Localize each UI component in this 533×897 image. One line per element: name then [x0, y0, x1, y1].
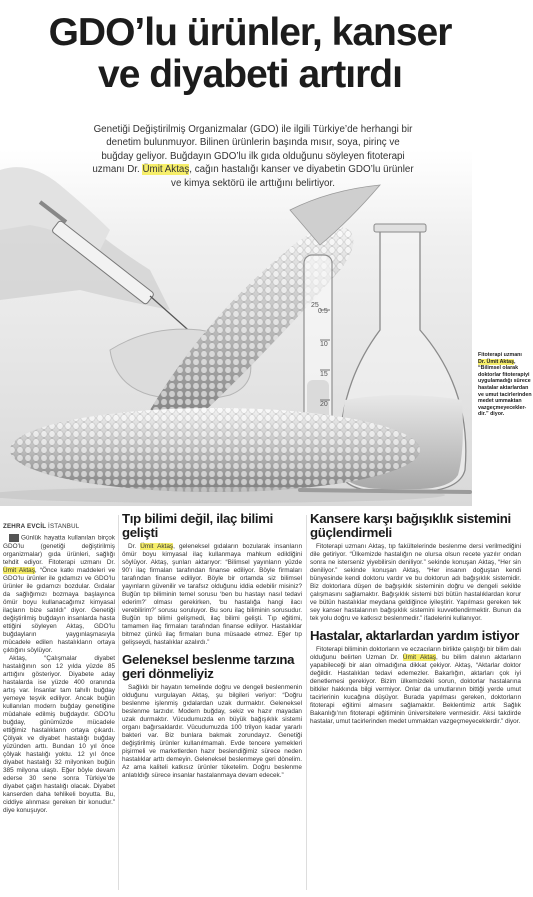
column-divider-1 — [118, 515, 119, 890]
lead-text-2: , cağın hastalığı kanser ve diyabetin GDO’lu ürünler ve kimya sektörü ile arttığını belirtiyor. — [171, 164, 414, 189]
corn-syringe-flask-photo — [0, 150, 472, 506]
col2-p1-text-2: , geleneksel gıdaların bozularak insanların ömür boyu kimyasal ilaç kullanmaya mahkum edildiğini söylüyor. Aktaş, şunları aktarıyor: “Bilimsel yayınların yüzde 90’ı ilaç firmaları tarafından finanse ediliyor. Böyle firmaları tarafından finanse ediliyor. Böyle bir ortamda siz bilimsel yayınların güvenilir ve tarafsız olduğunu iddia edebilir misiniz? Buğün tıp biliminin temel sorusu ‘ben bu hastayı nasıl tedavi ederim?’ olması gerekirken, ‘bu hastalığa hangi ilacı verebilirim?’ sorusu soruluyor. Bu soru ilaç biliminin sorusudur. Buğün tıp bilimi gelişmedi, ilaç bilimi gelişti. Tıp eğitimi, tamamen ilaç firmaları tarafından finanse ediliyor. Hastalıklar bitmez çünkü ilaç firmaları buna müsaade etmez. Eğer tıp gelişseydi, hastalıklar azalırdı.” — [122, 543, 302, 647]
caption-role: Fitoterapi uzmanı — [478, 352, 522, 358]
lead-doctor-name: Ümit Aktaş — [142, 164, 190, 176]
col1-paragraph-2: Aktaş, “Çalışmalar diyabet hastalığının son 12 yılda yüzde 85 arttığını gösteriyor. Diyabete aday hastalarda ise yüzde 400 oranında artış var. İnsanlar tam tahıllı buğday yemeye teşvik ediliyor. Ancak buğün kullanılan modern buğday genetiğine müdahale edilmiş buğdaydır. GDO’lu buğday, günümüzde mücadele ettiğimiz hastalıkların ortaya çıkardı. Çölyak ve diyabet hastalığı buğday yüzünden arttı. Bundan 10 yıl önce çölyak hastalığı yoktu. 12 yıl önce diyabet hastalığı 32 milyonken buğün 385 milyona ulaştı. Eğer böyle devam ederse 30 sene sonra Türkiye’de diyabet çağın hastalığı olacak. Diyabet kanserden daha tehlikeli boyutta. Bu, ciddiye alınması gereken bir konudur.” diye konuşuyor. — [3, 654, 115, 815]
col1-p1-text-1: Günlük hayatta kullanılan birçok GDO’lu (genetiği değiştirilmiş organizmalar) gıda ürünleri, sağlığı tehdit ediyor. Fitoterapi uzmanı Dr. — [3, 534, 115, 566]
subheading-geleneksel-beslenme: Geleneksel beslenme tarzına geri dönmeliyiz — [122, 652, 295, 682]
col3-doctor-name: Ümit Aktaş — [402, 654, 436, 662]
subheading-tip-bilimi: Tıp bilimi değil, ilaç bilimi gelişti — [122, 511, 274, 540]
col3-p2-text-2: , bu bilim dalının aktarların yapabileceği bir alan olmadığına dikkat çekiyor. Aktaş, “Aktarlar doktor değildir. Hastalıkları tedavi edemezler. Bakarlığın, aktarları çok iyi denetlemesi gerekiyor. Bizim ülkemizdeki sorun, doktorlar hastalarına bitkiler hakkında bilgi vermiyor. Onlar da umutlarının bittiği yerde umut tacirlerinin kucağına düşüyor. Burada yapılması gereken, doktorların fitoterapi eğitimi almasını sağlamaktır. Beklentimiz artık Sağlık Bakanlığı’nın fitoterapi eğitiminin üniversitelere vermesidir. Aksi takdirde hastalar, umut tacirlerinden medet ummaktan vazgeçmeyeceklerdir.” diyor. — [310, 654, 522, 726]
caption-text: , “Bilimsel olarak doktorlar fitoterapiyi uygulamadığı sürece hastalar aktarlardan ve umut tacirlerinden medet ummaktan vazgeçmeyecekler- dir.” diyor. — [478, 358, 532, 418]
col2-p1-text-1: Dr. — [128, 543, 141, 550]
tube-label-20: 20 — [320, 401, 328, 408]
col2-doctor-name: Ümit Aktaş — [140, 543, 174, 550]
photo-caption — [478, 352, 532, 418]
col2-paragraph-2: Sağlıklı bir hayatın temelinde doğru ve dengeli beslenmenin olduğunu vurgulayan Aktaş, şu bilgileri veriyor: “Doğru beslenme işlenmiş gıdalardan uzak durmaktır. Geleneksel beslenme tarzıdır. Modern buğday, sekiz ve hazır mayadan uzak durmaktır. Vücudumuzda en büyük bağışıklık sistemi organı bağırsaklardır. Vücudumuzda 100 trilyon kadar yararlı bakteri var. Biz bunlara bakmak zorundayız. Genetiği değiştirilmiş ürünler kullanılmamalı. Evde tencere yemekleri pişirmeli ve marketlerden hazır beslendiğimiz sürece neden hastalıklar arttı demeyin. Geleneksel beslenmeye geri dönelim. Az ama kaliteli katkısız ürünler tüketelim. Doğru beslenme anlatıldığı sürece insanlar hastalanmaya devam edecek.” — [122, 684, 302, 780]
column-divider-2 — [306, 515, 307, 890]
tube-label-15: 15 — [320, 371, 328, 378]
pencil-pipette — [300, 490, 470, 492]
col3-p2-text-1: Fitoterapi biliminin doktorların ve eczacıların birlikte çalıştığı bir bilim dalı olduğunu belirten Uzman Dr. — [310, 646, 521, 662]
tube-label-05: 0.5 — [318, 308, 328, 315]
col3-paragraph-1: Fitoterapi uzmanı Aktaş, tıp fakültelerinde beslenme dersi verilmediğini dile getiriyor. “Ülkemizde hastalığın ne olursa olsun recete yazılır ondan sonra ne isterseniz yiyebilirsin deniliyor.” sekinde konuşan Aktaş, “Her sin deniliyor.” sekinde konuşan Aktaş, “Her insanın doğuştan kendi bünyesinde kendi doktoru vardır ve bu doktorun adı bağışıklık sistemidir. Biz doktorlara düşen de bağışıklık sisteminin doğru ve dengeli sekilde çalışmasını sağlamaktır. Bağışıklık sistemi bizi bütün hastalıklardan korur ve bütün hastalıklar meydana geldiğince iyileştirir. Yapılması gereken tek sey kanser hastalarının bağışıklık sistemini kuvvetlendirmektir. Bunun da tek yolu doğru ve katkısız beslenmedir.” ifadelerini kullanıyor. — [310, 543, 521, 623]
subheading-hastalar-aktarlardan: Hastalar, aktarlardan yardım istiyor — [310, 628, 520, 644]
caption-name: Dr. Ümit Aktaş — [478, 358, 515, 365]
col1-p1-text-2: , “Önce katkı maddeleri ve GDO’lu ürünler ile gıdamızı ve GDO’lu ürünler ile gıdamızı bozdular. Gıdalar da sağlığımızı bozmaya başlayınca ömür boyu kullanacağımız kimyasal ilaçların bize satıldı” diyor. Genetiği değiştirilmiş buğdayın insanlarda hasta ettiğini söyleyen Aktaş, GDO’lu buğdayların yaygınlaşmasıyla mücadele edilen hastalıkların ortaya çıktığını söylüyor. — [3, 566, 115, 654]
lead-paragraph — [92, 123, 414, 190]
article-column-2 — [122, 512, 302, 780]
byline — [3, 523, 115, 531]
article-column-1 — [3, 523, 115, 815]
col1-paragraph-1 — [3, 534, 115, 655]
col1-doctor-name: Ümit Aktaş — [3, 566, 35, 574]
col2-paragraph-1 — [122, 543, 302, 647]
headline — [0, 12, 500, 96]
subheading-kansere-karsi: Kansere karşı bağışıklık sistemini güçlendirmeli — [310, 511, 511, 540]
tube-label-25: 25 — [311, 302, 319, 309]
drop-cap-box — [9, 534, 19, 542]
lead-text-1: Genetiği Değiştirilmiş Organizmalar (GDO) ile ilgili Türkiye’de herhangi bir denetim bulunmuyor. Bilinen ürünlerin başında mısır, soya, pirinç ve buğday geliyor. Buğdayın GDO’lu ilk gıda olduğunu söyleyen fitoterapi uzmanı Dr. — [92, 124, 413, 176]
byline-location: İSTANBUL — [48, 523, 80, 530]
headline-line-1: GDO’lu ürünler, kanser — [48, 11, 452, 54]
headline-line-2: ve diyabeti artırdı — [98, 53, 402, 96]
tube-label-10: 10 — [320, 341, 328, 348]
byline-author: ZEHRA EVCİL — [3, 523, 47, 530]
col3-paragraph-2 — [310, 646, 521, 726]
article-column-3 — [310, 512, 521, 726]
